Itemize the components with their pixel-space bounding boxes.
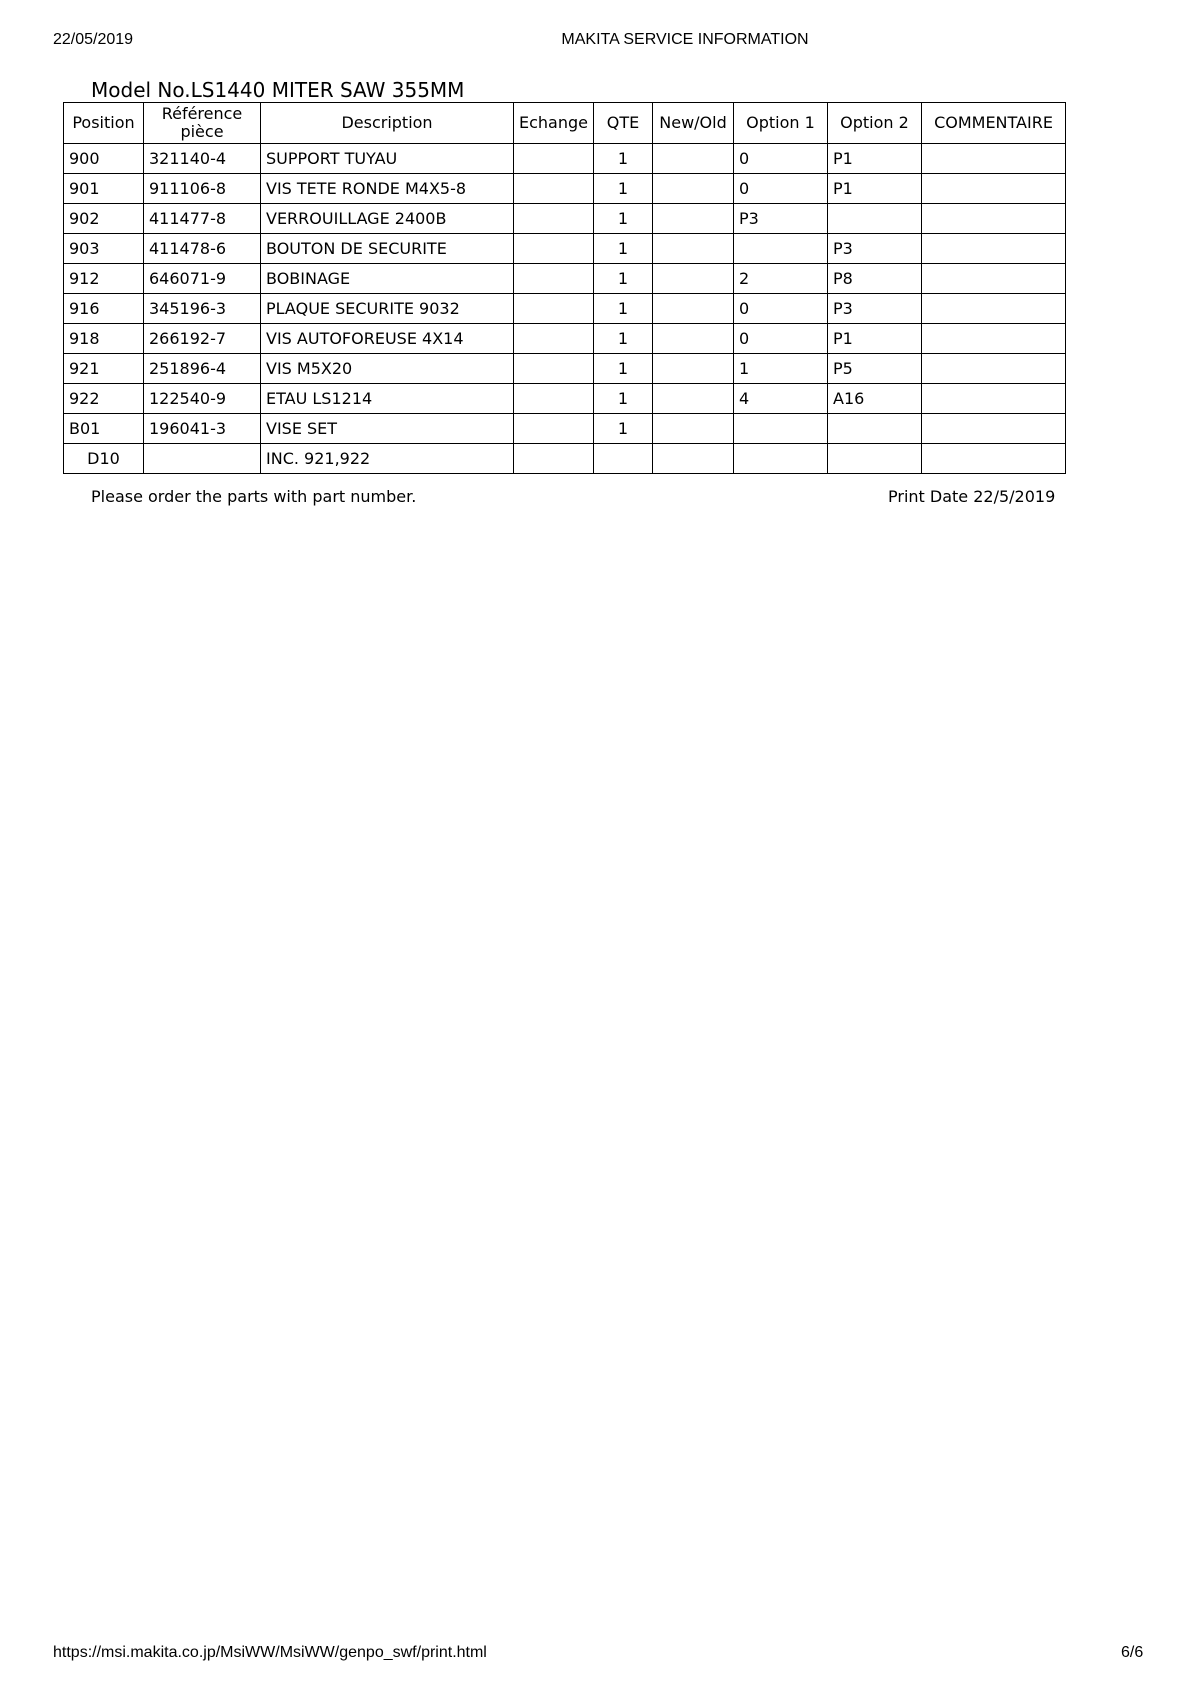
cell-commentaire [922, 204, 1066, 234]
cell-new-old [653, 204, 734, 234]
cell-qte: 1 [594, 354, 653, 384]
cell-option2: P8 [828, 264, 922, 294]
cell-option2: P1 [828, 324, 922, 354]
table-row [64, 354, 1066, 384]
cell-commentaire [922, 354, 1066, 384]
col-reference-line1: Référence [161, 104, 243, 123]
cell-reference: 911106-8 [144, 174, 261, 204]
cell-option2: A16 [828, 384, 922, 414]
cell-option1: 0 [734, 324, 828, 354]
cell-commentaire [922, 174, 1066, 204]
footer-page-number: 6/6 [1121, 1644, 1144, 1661]
col-description: Description [261, 103, 514, 144]
cell-new-old [653, 144, 734, 174]
cell-description: VIS TETE RONDE M4X5-8 [261, 174, 514, 204]
cell-qte: 1 [594, 414, 653, 444]
cell-commentaire [922, 144, 1066, 174]
col-reference-line2: pièce [180, 122, 224, 141]
header-title: MAKITA SERVICE INFORMATION [561, 31, 809, 48]
parts-table [63, 102, 1066, 474]
table-row [64, 204, 1066, 234]
col-option2: Option 2 [828, 103, 922, 144]
cell-echange [514, 444, 594, 474]
cell-option1: 1 [734, 354, 828, 384]
table-row [64, 324, 1066, 354]
cell-reference: 646071-9 [144, 264, 261, 294]
cell-description: BOUTON DE SECURITE [261, 234, 514, 264]
cell-reference [144, 444, 261, 474]
cell-position: B01 [64, 414, 144, 444]
cell-commentaire [922, 444, 1066, 474]
cell-echange [514, 174, 594, 204]
cell-echange [514, 144, 594, 174]
cell-position: 900 [64, 144, 144, 174]
cell-option2: P5 [828, 354, 922, 384]
cell-reference: 266192-7 [144, 324, 261, 354]
cell-echange [514, 264, 594, 294]
cell-new-old [653, 414, 734, 444]
cell-new-old [653, 444, 734, 474]
cell-reference: 122540-9 [144, 384, 261, 414]
cell-description: SUPPORT TUYAU [261, 144, 514, 174]
cell-position: 903 [64, 234, 144, 264]
col-qte: QTE [594, 103, 653, 144]
cell-option2: P1 [828, 174, 922, 204]
cell-reference: 411478-6 [144, 234, 261, 264]
cell-new-old [653, 264, 734, 294]
cell-option2: P3 [828, 234, 922, 264]
cell-position: 921 [64, 354, 144, 384]
cell-option2 [828, 204, 922, 234]
cell-qte: 1 [594, 234, 653, 264]
cell-option1: P3 [734, 204, 828, 234]
cell-new-old [653, 234, 734, 264]
cell-option1 [734, 444, 828, 474]
cell-position: 922 [64, 384, 144, 414]
cell-option2 [828, 444, 922, 474]
cell-commentaire [922, 414, 1066, 444]
cell-echange [514, 234, 594, 264]
cell-option2: P3 [828, 294, 922, 324]
cell-reference: 251896-4 [144, 354, 261, 384]
cell-description: VIS M5X20 [261, 354, 514, 384]
cell-new-old [653, 384, 734, 414]
cell-qte: 1 [594, 264, 653, 294]
cell-new-old [653, 174, 734, 204]
table-row [64, 444, 1066, 474]
cell-commentaire [922, 384, 1066, 414]
cell-commentaire [922, 294, 1066, 324]
cell-qte: 1 [594, 324, 653, 354]
cell-qte: 1 [594, 384, 653, 414]
cell-commentaire [922, 324, 1066, 354]
cell-description: ETAU LS1214 [261, 384, 514, 414]
table-row [64, 264, 1066, 294]
cell-qte: 1 [594, 294, 653, 324]
model-title: Model No.LS1440 MITER SAW 355MM [91, 78, 465, 102]
cell-option2: P1 [828, 144, 922, 174]
table-body [64, 144, 1066, 474]
table-row [64, 414, 1066, 444]
cell-echange [514, 324, 594, 354]
cell-description: VIS AUTOFOREUSE 4X14 [261, 324, 514, 354]
cell-description: VISE SET [261, 414, 514, 444]
cell-description: VERROUILLAGE 2400B [261, 204, 514, 234]
cell-qte [594, 444, 653, 474]
cell-echange [514, 204, 594, 234]
col-echange: Echange [514, 103, 594, 144]
cell-option1: 0 [734, 144, 828, 174]
cell-qte: 1 [594, 174, 653, 204]
table-row [64, 384, 1066, 414]
cell-reference: 345196-3 [144, 294, 261, 324]
order-note: Please order the parts with part number. [91, 487, 417, 506]
cell-echange [514, 294, 594, 324]
cell-qte: 1 [594, 204, 653, 234]
cell-new-old [653, 294, 734, 324]
print-date: Print Date 22/5/2019 [888, 487, 1056, 506]
col-reference [144, 103, 261, 144]
cell-echange [514, 414, 594, 444]
table-row [64, 234, 1066, 264]
col-position: Position [64, 103, 144, 144]
table-row [64, 144, 1066, 174]
cell-echange [514, 354, 594, 384]
cell-reference: 321140-4 [144, 144, 261, 174]
cell-option1: 2 [734, 264, 828, 294]
cell-new-old [653, 324, 734, 354]
col-commentaire: COMMENTAIRE [922, 103, 1066, 144]
cell-option2 [828, 414, 922, 444]
cell-reference: 411477-8 [144, 204, 261, 234]
cell-description: BOBINAGE [261, 264, 514, 294]
cell-position: 918 [64, 324, 144, 354]
cell-description: PLAQUE SECURITE 9032 [261, 294, 514, 324]
cell-position: 902 [64, 204, 144, 234]
cell-position: 901 [64, 174, 144, 204]
cell-option1 [734, 414, 828, 444]
footer-url: https://msi.makita.co.jp/MsiWW/MsiWW/genpo_swf/print.html [53, 1644, 487, 1661]
table-row [64, 174, 1066, 204]
table-header-row [64, 103, 1066, 144]
cell-position: 912 [64, 264, 144, 294]
cell-commentaire [922, 234, 1066, 264]
cell-option1: 0 [734, 174, 828, 204]
cell-echange [514, 384, 594, 414]
cell-new-old [653, 354, 734, 384]
header-date: 22/05/2019 [53, 31, 134, 48]
col-option1: Option 1 [734, 103, 828, 144]
col-new-old: New/Old [653, 103, 734, 144]
cell-option1: 4 [734, 384, 828, 414]
cell-option1 [734, 234, 828, 264]
cell-position: D10 [64, 444, 144, 474]
cell-reference: 196041-3 [144, 414, 261, 444]
cell-position: 916 [64, 294, 144, 324]
cell-description: INC. 921,922 [261, 444, 514, 474]
cell-qte: 1 [594, 144, 653, 174]
cell-commentaire [922, 264, 1066, 294]
cell-option1: 0 [734, 294, 828, 324]
table-row [64, 294, 1066, 324]
